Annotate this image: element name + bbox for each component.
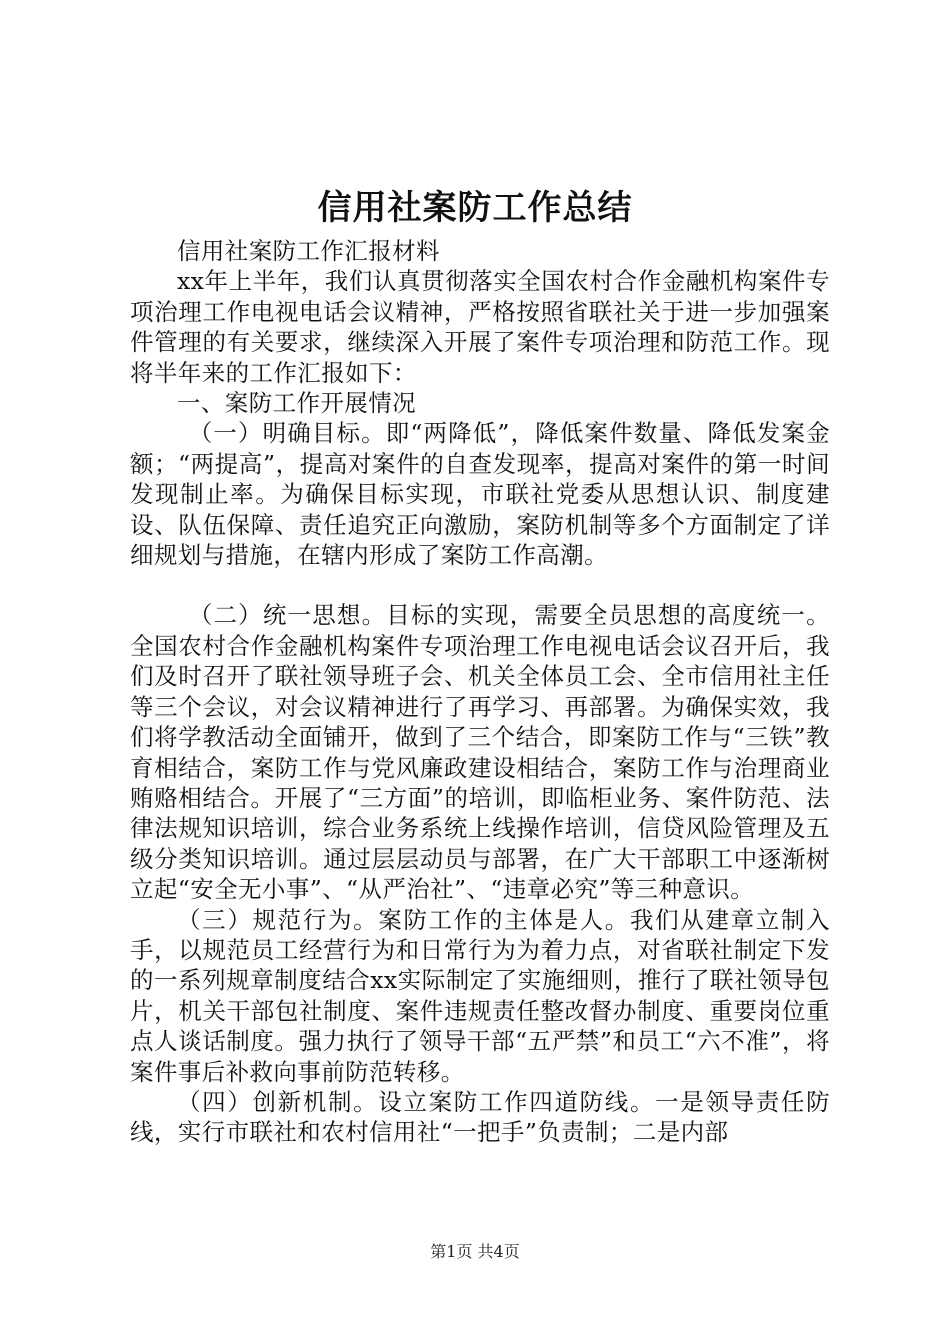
paragraph-intro: xx年上半年，我们认真贯彻落实全国农村合作金融机构案件专项治理工作电视电话会议精神，严格按照省联社关于进一步加强案件管理的有关要求，继续深入开展了案件专项治理和防范工作。现将半年来的工作汇报如下： bbox=[130, 267, 830, 387]
paragraph-subtitle: 信用社案防工作汇报材料 bbox=[177, 237, 440, 265]
page-footer: 第1页 共4页 bbox=[430, 1242, 520, 1261]
document-title: 信用社案防工作总结 bbox=[317, 188, 633, 228]
paragraph-item-2: （二）统一思想。目标的实现，需要全员思想的高度统一。全国农村合作金融机构案件专项治理工作电视电话会议召开后，我们及时召开了联社领导班子会、机关全体员工会、全市信用社主任等三个会议，对会议精神进行了再学习、再部署。为确保实效，我们将学教活动全面铺开，做到了三个结合，即案防工作与“三铁”教育相结合，案防工作与党风廉政建设相结合，案防工作与治理商业贿赂相结合。开展了“三方面”的培训，即临柜业务、案件防范、法律法规知识培训，综合业务系统上线操作培训，信贷风险管理及五级分类知识培训。通过层层动员与部署，在广大干部职工中逐渐树立起“安全无小事”、“从严治社”、“违章必究”等三种意识。 bbox=[130, 601, 830, 904]
paragraph-item-3: （三）规范行为。案防工作的主体是人。我们从建章立制入手，以规范员工经营行为和日常行为为着力点，对省联社制定下发的一系列规章制度结合xx实际制定了实施细则，推行了联社领导包片，机关干部包社制度、案件违规责任整改督办制度、重要岗位重点人谈话制度。强力执行了领导干部“五严禁”和员工“六不准”，将案件事后补救向事前防范转移。 bbox=[130, 905, 830, 1086]
paragraph-item-4: （四）创新机制。设立案防工作四道防线。一是领导责任防线，实行市联社和农村信用社“一把手”负责制；二是内部 bbox=[130, 1087, 830, 1147]
paragraph-item-1: （一）明确目标。即“两降低”，降低案件数量、降低发案金额；“两提高”，提高对案件的自查发现率，提高对案件的第一时间发现制止率。为确保目标实现，市联社党委从思想认识、制度建设、队伍保障、责任追究正向激励，案防机制等多个方面制定了详细规划与措施，在辖内形成了案防工作高潮。 bbox=[130, 419, 830, 570]
document-body bbox=[130, 236, 830, 1148]
section-heading: 一、案防工作开展情况 bbox=[177, 389, 416, 418]
